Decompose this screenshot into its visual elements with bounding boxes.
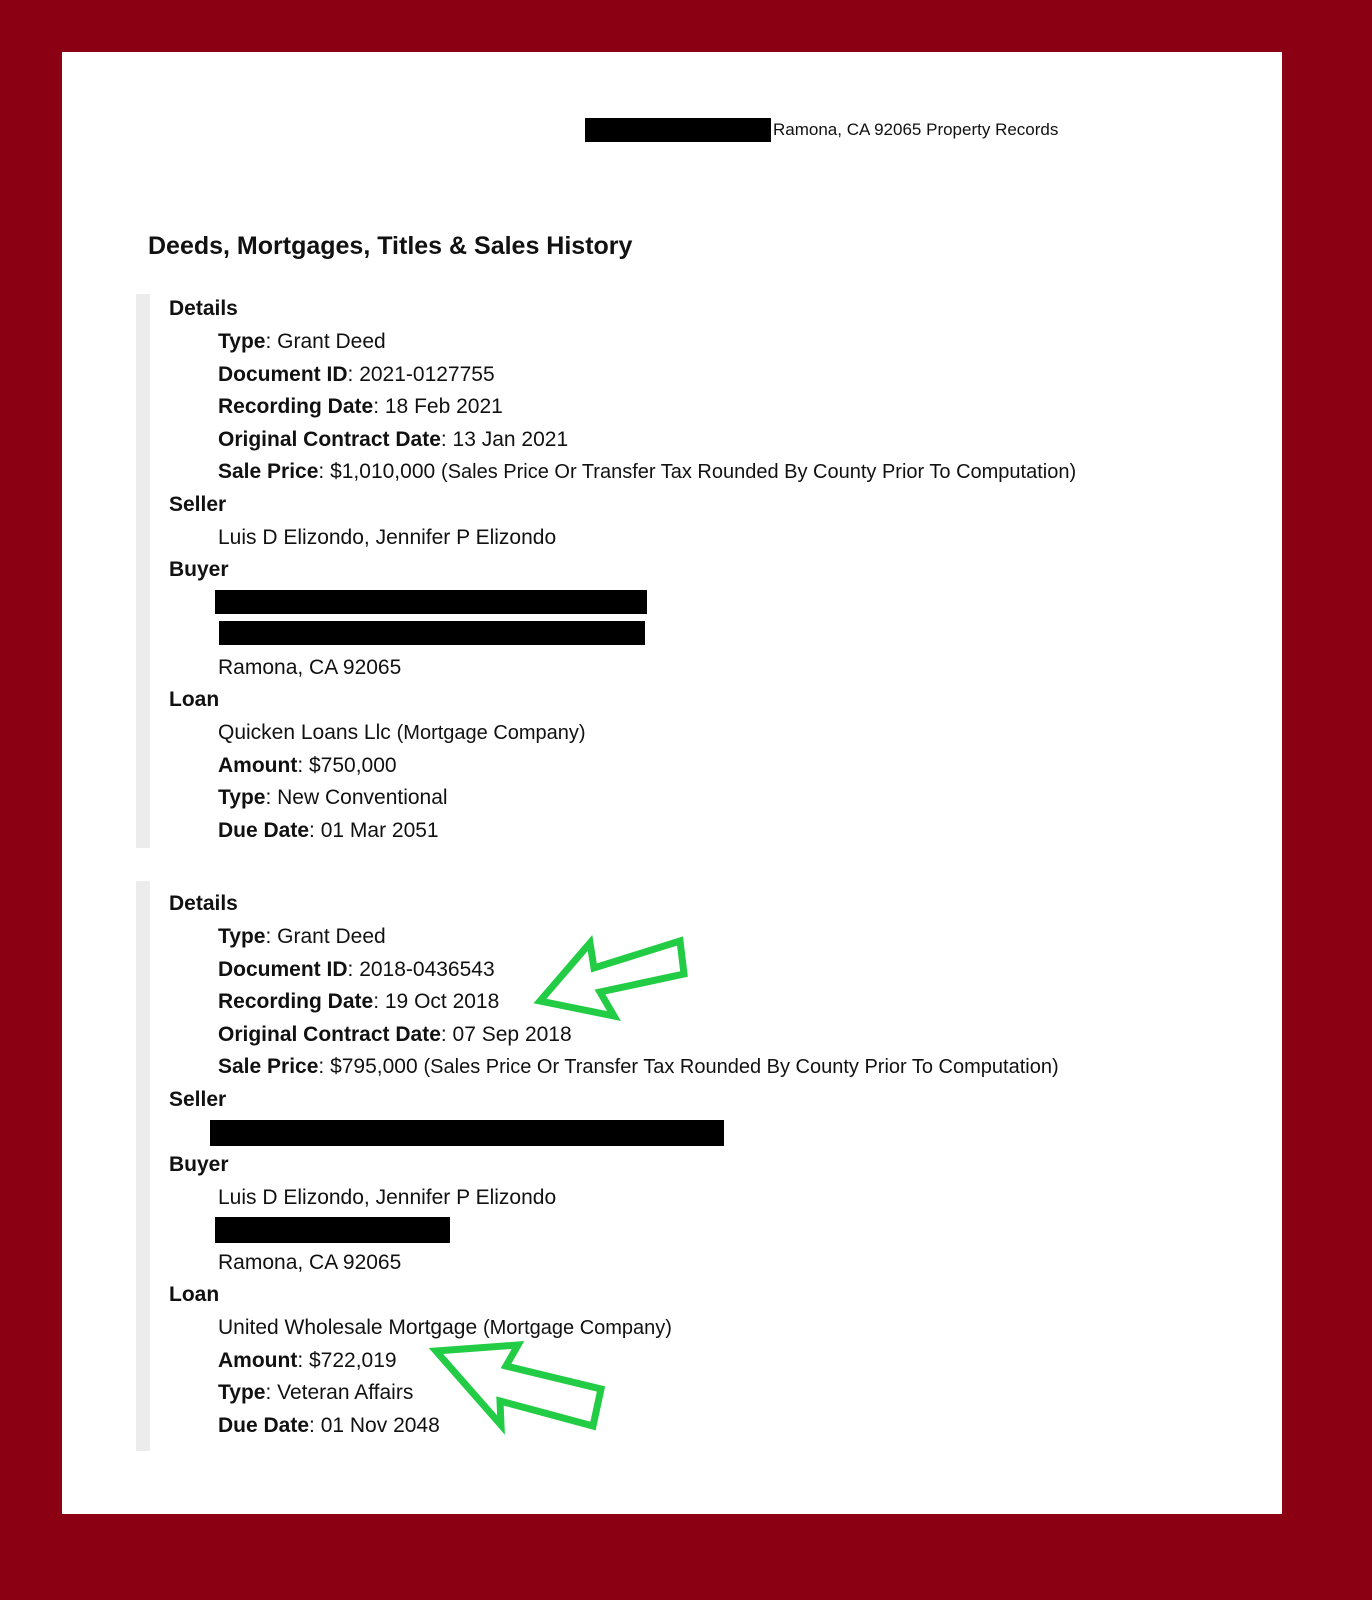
sale-price-note: (Sales Price Or Transfer Tax Rounded By County Prior To Computation) xyxy=(441,461,1077,483)
loan-type-value: Veteran Affairs xyxy=(277,1381,414,1404)
details-heading: Details xyxy=(169,892,238,915)
lender-row xyxy=(218,1315,672,1341)
amount-label: Amount xyxy=(218,754,298,777)
document-page xyxy=(62,52,1282,1514)
type-value: Grant Deed xyxy=(277,330,386,353)
document-id-label: Document ID xyxy=(218,958,348,981)
buyer-city: Ramona, CA 92065 xyxy=(218,1251,402,1274)
amount-value: $750,000 xyxy=(309,754,397,777)
recording-date-label: Recording Date xyxy=(218,395,374,418)
due-date-row: Due Date: 01 Mar 2051 xyxy=(218,819,439,842)
contract-date-row: Original Contract Date: 07 Sep 2018 xyxy=(218,1023,572,1046)
due-date-label: Due Date xyxy=(218,819,310,842)
lender-note: (Mortgage Company) xyxy=(482,1317,672,1339)
type-label: Type xyxy=(218,925,266,948)
loan-type-row: Type: Veteran Affairs xyxy=(218,1381,414,1404)
buyer-heading: Buyer xyxy=(169,1153,229,1176)
seller-heading: Seller xyxy=(169,493,227,516)
due-date-row: Due Date: 01 Nov 2048 xyxy=(218,1414,440,1437)
loan-type-row: Type: New Conventional xyxy=(218,786,448,809)
recording-date-row: Recording Date: 19 Oct 2018 xyxy=(218,990,500,1013)
due-date-value: 01 Mar 2051 xyxy=(320,819,439,842)
recording-date-row: Recording Date: 18 Feb 2021 xyxy=(218,395,503,418)
redaction-bar xyxy=(215,590,647,614)
type-row: Type: Grant Deed xyxy=(218,925,386,948)
sale-price-note: (Sales Price Or Transfer Tax Rounded By County Prior To Computation) xyxy=(423,1056,1059,1078)
recording-date-value: 18 Feb 2021 xyxy=(384,395,503,418)
contract-date-value: 07 Sep 2018 xyxy=(452,1023,572,1046)
loan-heading: Loan xyxy=(169,688,220,711)
redaction-bar xyxy=(210,1120,724,1146)
recording-date-value: 19 Oct 2018 xyxy=(384,990,500,1013)
page-header xyxy=(585,118,1058,142)
lender-row xyxy=(218,720,586,746)
due-date-value: 01 Nov 2048 xyxy=(320,1414,440,1437)
header-text: Ramona, CA 92065 Property Records xyxy=(773,120,1059,139)
sale-price-label: Sale Price xyxy=(218,460,319,483)
document-id-row: Document ID: 2018-0436543 xyxy=(218,958,495,981)
due-date-label: Due Date xyxy=(218,1414,310,1437)
recording-date-label: Recording Date xyxy=(218,990,374,1013)
seller-heading: Seller xyxy=(169,1088,227,1111)
sale-price-label: Sale Price xyxy=(218,1055,319,1078)
page-title: Deeds, Mortgages, Titles & Sales History xyxy=(148,232,633,260)
contract-date-row: Original Contract Date: 13 Jan 2021 xyxy=(218,428,569,451)
lender-name: Quicken Loans Llc xyxy=(218,721,391,744)
sale-price-value: $795,000 xyxy=(330,1055,418,1078)
sale-price-row: Sale Price: $1,010,000 (Sales Price Or Transfer Tax Rounded By County Prior To Computation) xyxy=(218,460,1077,483)
details-heading: Details xyxy=(169,297,238,320)
lender-name: United Wholesale Mortgage xyxy=(218,1316,478,1339)
buyer-value: Luis D Elizondo, Jennifer P Elizondo xyxy=(218,1186,557,1209)
redaction-bar xyxy=(585,118,771,142)
type-row: Type: Grant Deed xyxy=(218,330,386,353)
amount-label: Amount xyxy=(218,1349,298,1372)
contract-date-label: Original Contract Date xyxy=(218,428,441,451)
document-id-value: 2018-0436543 xyxy=(359,958,495,981)
loan-type-label: Type xyxy=(218,1381,266,1404)
loan-heading: Loan xyxy=(169,1283,220,1306)
amount-row: Amount: $722,019 xyxy=(218,1349,397,1372)
document-id-label: Document ID xyxy=(218,363,348,386)
sale-price-value: $1,010,000 xyxy=(330,460,436,483)
document-id-value: 2021-0127755 xyxy=(359,363,495,386)
contract-date-label: Original Contract Date xyxy=(218,1023,441,1046)
type-value: Grant Deed xyxy=(277,925,386,948)
document-id-row: Document ID: 2021-0127755 xyxy=(218,363,495,386)
green-arrow-icon xyxy=(528,932,768,1042)
lender-note: (Mortgage Company) xyxy=(396,722,586,744)
deed-record xyxy=(136,294,1250,848)
buyer-heading: Buyer xyxy=(169,558,229,581)
type-label: Type xyxy=(218,330,266,353)
redaction-bar xyxy=(215,1217,450,1243)
seller-value: Luis D Elizondo, Jennifer P Elizondo xyxy=(218,526,557,549)
buyer-city: Ramona, CA 92065 xyxy=(218,656,402,679)
sale-price-row: Sale Price: $795,000 (Sales Price Or Transfer Tax Rounded By County Prior To Computation) xyxy=(218,1055,1059,1078)
amount-row: Amount: $750,000 xyxy=(218,754,397,777)
green-arrow-icon xyxy=(428,1340,618,1450)
loan-type-value: New Conventional xyxy=(277,786,448,809)
loan-type-label: Type xyxy=(218,786,266,809)
amount-value: $722,019 xyxy=(309,1349,397,1372)
redaction-bar xyxy=(219,621,645,645)
contract-date-value: 13 Jan 2021 xyxy=(452,428,569,451)
